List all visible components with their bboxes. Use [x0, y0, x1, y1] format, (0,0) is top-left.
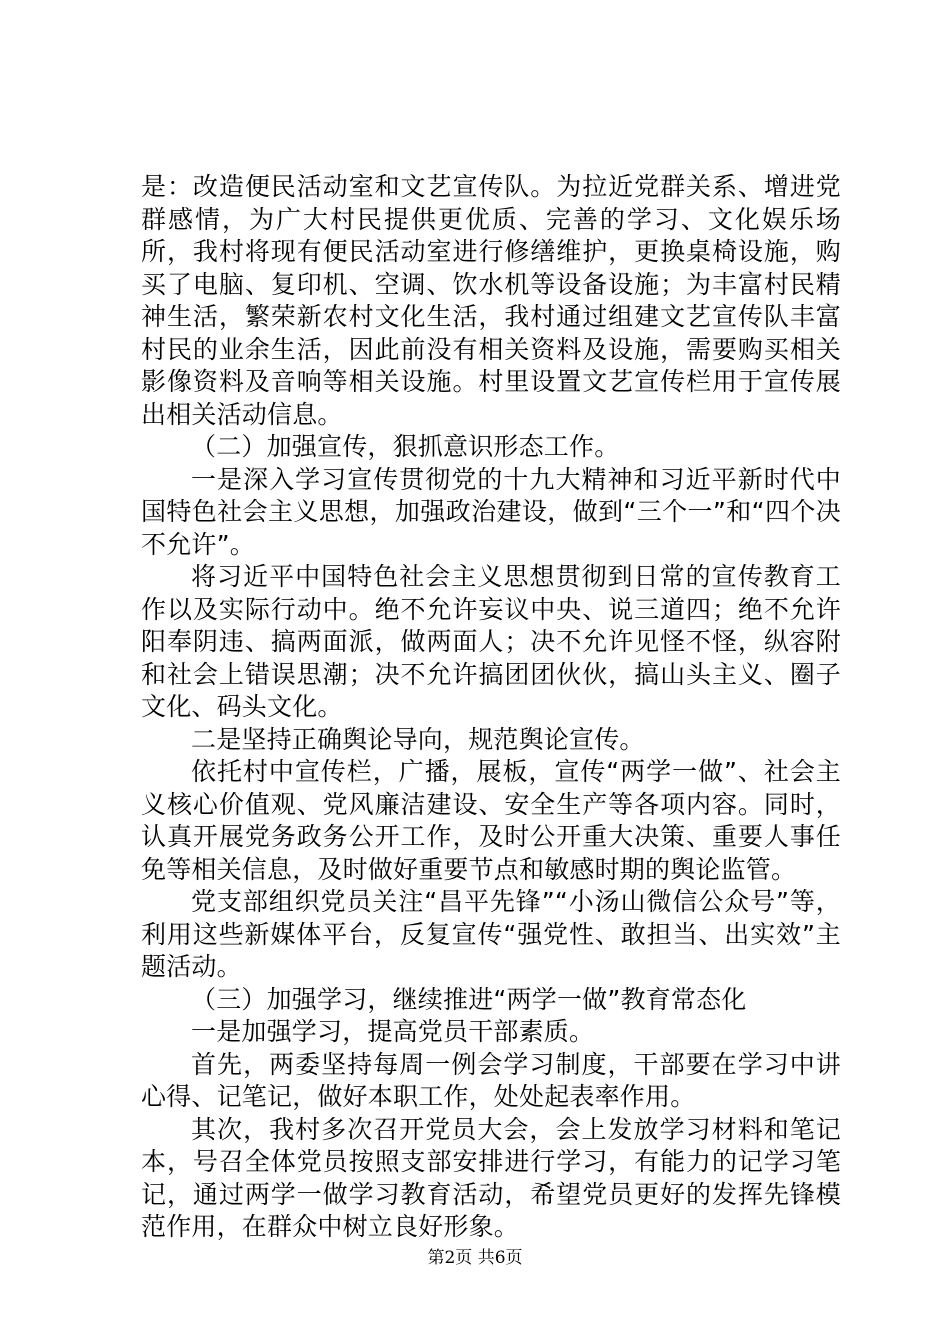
section-heading-2: （二）加强宣传，狠抓意识形态工作。 — [191, 432, 620, 461]
paragraph: 依托村中宣传栏，广播，展板，宣传“两学一做”、社会主义核心价值观、党风廉洁建设、安全生产等各项内容。同时，认真开展党务政务公开工作，及时公开重大决策、重要人事任免等相关信息，及时做好重要节点和敏感时期的舆论监管。 — [141, 757, 841, 884]
paragraph: 党支部组织党员关注“昌平先锋”“小汤山微信公众号”等，利用这些新媒体平台，反复宣传“强党性、敢担当、出实效”主题活动。 — [141, 887, 841, 981]
paragraph-continuation: 是：改造便民活动室和文艺宣传队。为拉近党群关系、增进党群感情，为广大村民提供更优质、完善的学习、文化娱乐场所，我村将现有便民活动室进行修缮维护，更换桌椅设施，购买了电脑、复印机、空调、饮水机等设备设施；为丰富村民精神生活，繁荣新农村文化生活，我村通过组建文艺宣传队丰富村民的业余生活，因此前没有相关资料及设施，需要购买相关影像资料及音响等相关设施。村里设置文艺宣传栏用于宣传展出相关活动信息。 — [141, 172, 841, 429]
page-number-footer: 第2页 共6页 — [427, 1248, 523, 1268]
document-body — [141, 171, 841, 1244]
section-heading-3: （三）加强学习，继续推进“两学一做”教育常态化 — [191, 984, 747, 1014]
paragraph: 将习近平中国特色社会主义思想贯彻到日常的宣传教育工作以及实际行动中。绝不允许妄议中央、说三道四；绝不允许阳奉阴违、搞两面派，做两面人；决不允许见怪不怪，纵容附和社会上错误思潮；决不允许搞团团伙伙，搞山头主义、圈子文化、码头文化。 — [141, 562, 841, 721]
paragraph: 其次，我村多次召开党员大会，会上发放学习材料和笔记本，号召全体党员按照支部安排进行学习，有能力的记学习笔记，通过两学一做学习教育活动，希望党员更好的发挥先锋模范作用，在群众中树立良好形象。 — [141, 1114, 841, 1241]
subheading: 二是坚持正确舆论导向，规范舆论宣传。 — [191, 724, 645, 754]
paragraph: 一是深入学习宣传贯彻党的十九大精神和习近平新时代中国特色社会主义思想，加强政治建设，做到“三个一”和“四个决不允许”。 — [141, 464, 841, 559]
subheading: 一是加强学习，提高党员干部素质。 — [191, 1017, 595, 1046]
paragraph: 首先，两委坚持每周一例会学习制度，干部要在学习中讲心得、记笔记，做好本职工作，处处起表率作用。 — [141, 1049, 841, 1111]
